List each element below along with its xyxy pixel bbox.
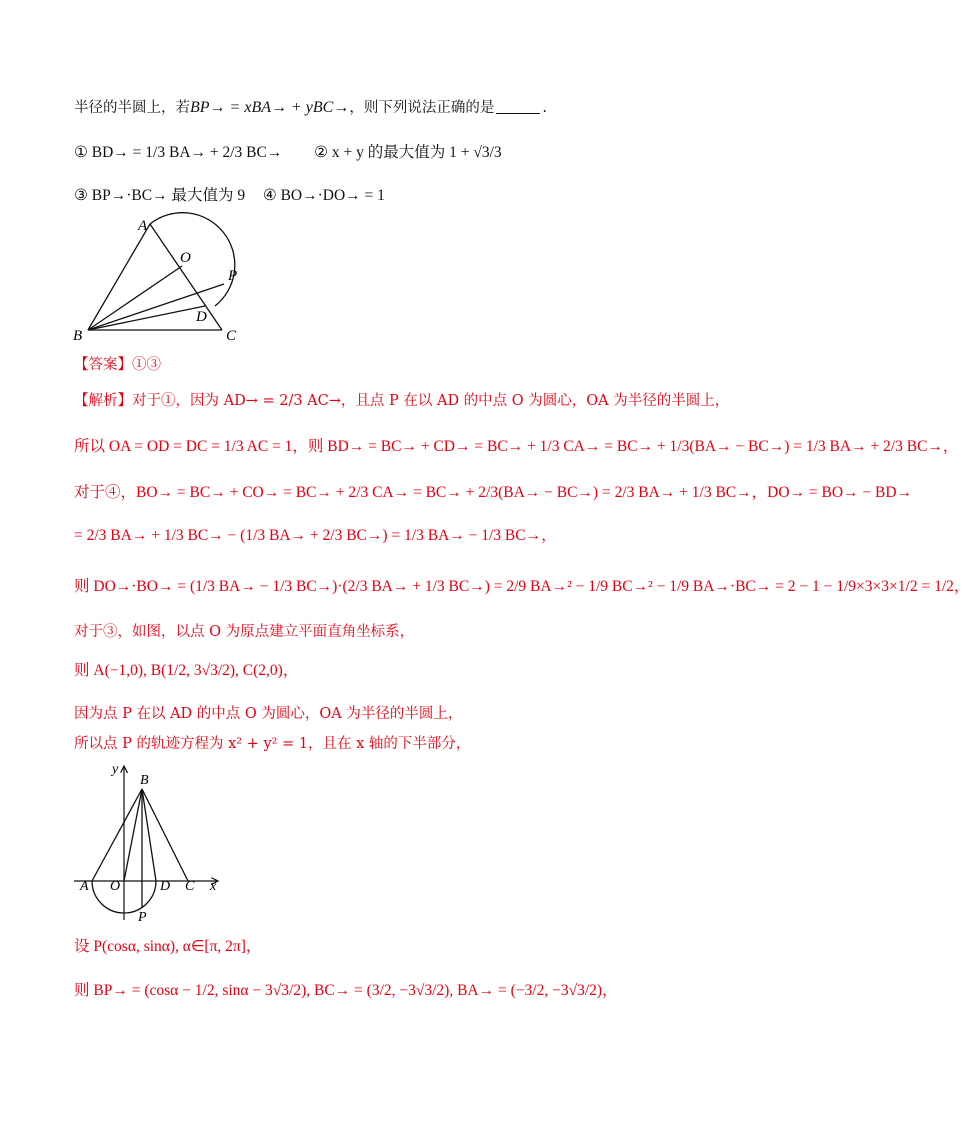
label-a: A <box>80 879 89 894</box>
segment-ba <box>92 789 142 881</box>
question-end: . <box>542 100 547 116</box>
label-y: y <box>112 762 119 777</box>
solution-line-7: 则 A(−1,0), B(1/2, 3√3/2), C(2,0)， <box>74 662 299 679</box>
answer-tag: 【答案】 <box>74 357 132 373</box>
option-2: ② x + y 的最大值为 1 + √3/3 <box>314 144 502 161</box>
semicircle-arc <box>150 213 238 306</box>
label-p: P <box>228 268 238 284</box>
answer-value: ①③ <box>132 357 161 373</box>
figure-1-triangle-semicircle <box>70 215 250 350</box>
label-d: D <box>160 879 171 894</box>
figure-2-coordinate-system <box>70 760 230 930</box>
question-suffix: ，则下列说法正确的是 <box>349 100 495 116</box>
solution-line-5: 则 DO→·BO→ = (1/3 BA→ − 1/3 BC→)·(2/3 BA→ + 1/3 BC→) = 2/9 BA→² − 1/9 BC→² − 1/9 BA→·BC→ = 2 − 1 − 1/9×3×3×1/2 = 1/2， <box>74 578 969 595</box>
label-o: O <box>180 250 191 266</box>
side-ba <box>88 224 150 330</box>
solution-tag: 【解析】 <box>74 393 132 409</box>
side-ac <box>150 224 222 330</box>
solution-line-11: 则 BP→ = (cosα − 1/2, sinα − 3√3/2), BC→ = (3/2, −3√3/2), BA→ = (−3/2, −3√3/2)， <box>74 982 618 999</box>
solution-line-4: = 2/3 BA→ + 1/3 BC→ − (1/3 BA→ + 2/3 BC→) = 1/3 BA→ − 1/3 BC→， <box>74 527 557 544</box>
options-line-1 <box>74 143 502 163</box>
solution-line-3: 对于④，BO→ = BC→ + CO→ = BC→ + 2/3 CA→ = BC→ + 2/3(BA→ − BC→) = 2/3 BA→ + 1/3 BC→，DO→ = BO→ − BD→ <box>74 484 913 501</box>
solution-line-10: 设 P(cosα, sinα), α∈[π, 2π]， <box>74 938 262 955</box>
question-equation: BP→ = xBA→ + yBC→ <box>190 99 350 116</box>
solution-line-2: 所以 OA = OD = DC = 1/3 AC = 1，则 BD→ = BC→ + CD→ = BC→ + 1/3 CA→ = BC→ + 1/3(BA→ − BC→) = 1/3 BA→ + 2/3 BC→， <box>74 438 959 455</box>
question-line-1 <box>74 98 547 118</box>
solution-line-9: 所以点 P 的轨迹方程为 x² + y² = 1，且在 x 轴的下半部分， <box>74 736 471 752</box>
label-b: B <box>73 328 83 344</box>
label-d: D <box>196 309 207 325</box>
label-a: A <box>138 218 148 234</box>
label-p: P <box>138 910 147 925</box>
label-o: O <box>110 879 121 894</box>
option-4: ④ BO→·DO→ = 1 <box>262 187 385 204</box>
answer-line <box>74 355 161 375</box>
solution-line-8: 因为点 P 在以 AD 的中点 O 为圆心，OA 为半径的半圆上， <box>74 706 463 722</box>
answer-blank <box>496 99 540 114</box>
label-x: x <box>210 879 217 894</box>
segment-bo <box>124 789 142 881</box>
solution-text-1: 对于①，因为 AD→ = 2/3 AC→，且点 P 在以 AD 的中点 O 为圆心，OA 为半径的半圆上， <box>132 393 730 409</box>
option-3: ③ BP→·BC→ 最大值为 9 <box>74 187 246 204</box>
label-c: C <box>185 879 195 894</box>
question-prefix: 半径的半圆上，若 <box>74 100 190 116</box>
solution-line-6: 对于③，如图，以点 O 为原点建立平面直角坐标系， <box>74 624 415 640</box>
label-b: B <box>140 773 149 788</box>
solution-line-1 <box>74 391 729 411</box>
label-c: C <box>226 328 237 344</box>
option-1: ① BD→ = 1/3 BA→ + 2/3 BC→ <box>74 144 283 161</box>
options-line-2 <box>74 186 385 206</box>
